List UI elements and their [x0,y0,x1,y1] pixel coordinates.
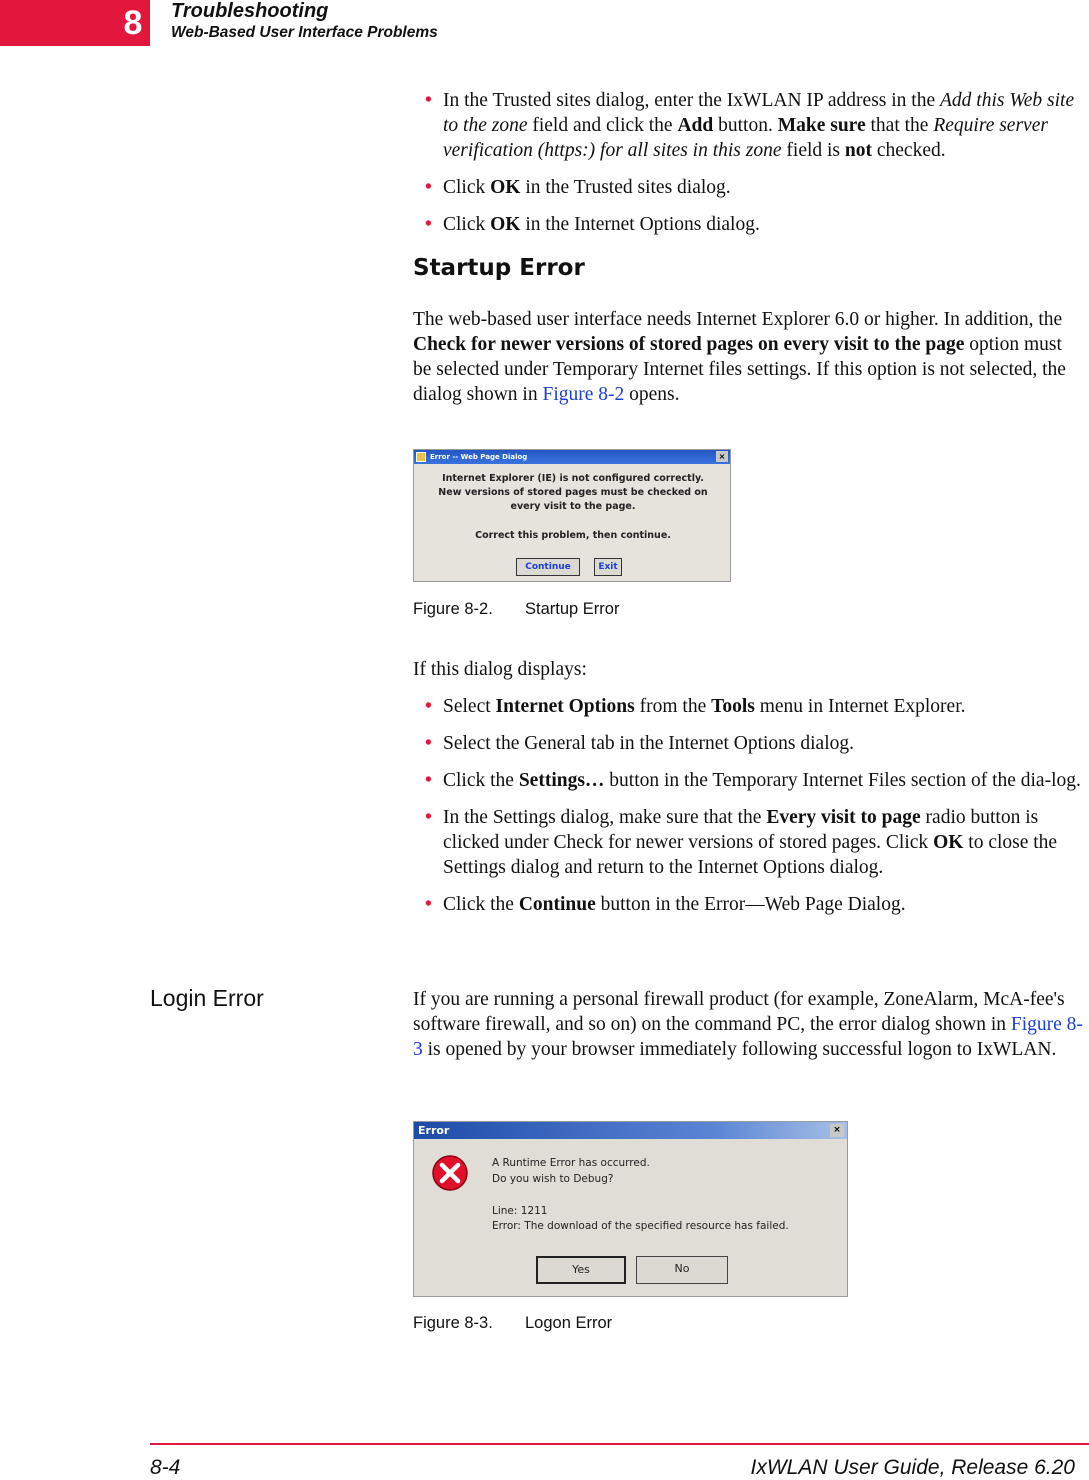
section-heading-startup: Startup Error [413,255,585,281]
figure-number: Figure 8-3. [413,1314,493,1332]
no-button[interactable]: No [636,1256,728,1284]
bold-text: Settings… [518,770,605,791]
login-content [413,987,1085,1074]
exit-button[interactable]: Exit [594,558,622,576]
text-run: Select [443,696,496,717]
dialog-title: Error -- Web Page Dialog [430,453,528,461]
bold-text: Make sure [777,115,866,136]
text-run: The web-based user interface needs Internet Explorer 6.0 or higher. In addition, the [413,309,1063,330]
top-content [413,88,1085,419]
figure-title: Logon Error [525,1314,613,1332]
dialog-instruction: Correct this problem, then continue. [475,530,671,541]
continue-button[interactable]: Continue [516,558,580,576]
text-run: checked. [872,140,946,161]
text-run: opens. [624,384,680,405]
text-run: Click [443,177,491,198]
text-run: If you are running a personal firewall product (for example, ZoneAlarm, McA-fee's software firewall, and so on) on the command PC, the error dialog shown in [413,989,1065,1035]
bold-text: OK [933,832,964,853]
bold-text: Add [677,115,714,136]
text-run: In the Trusted sites dialog, enter the IxWLAN IP address in the [443,90,940,111]
figure-number: Figure 8-2. [413,600,493,618]
text-run: that the [865,115,934,136]
page-number: 8-4 [150,1456,181,1479]
text-run: field and click the [527,115,678,136]
close-icon[interactable]: × [830,1124,844,1137]
footer-rule [150,1443,1089,1445]
dialog-titlebar [414,450,730,464]
text-run: Click [443,214,491,235]
figure-caption [413,599,619,619]
text-run: is opened by your browser immediately following successful logon to IxWLAN. [422,1039,1057,1060]
logon-error-dialog [413,1121,848,1297]
bold-text: OK [490,177,521,198]
text-run: In the Settings dialog, make sure that the [443,807,767,828]
bullet-item [413,212,1085,237]
dialog-message [414,472,732,514]
text-run: menu in Internet Explorer. [754,696,966,717]
bold-text: Continue [518,894,596,915]
startup-paragraph [413,307,1085,407]
figure-link[interactable]: Figure 8-2 [542,384,625,405]
middle-content [413,657,1085,929]
bullet-item [413,892,1085,917]
figure-caption [413,1313,612,1333]
bullet-item [413,88,1085,163]
ie-icon [416,452,426,462]
bold-text: Check for newer versions of stored pages on every visit to the page [413,334,965,355]
dialog-line-1: A Runtime Error has occurred. [492,1157,650,1169]
error-icon [431,1154,469,1192]
text-run: Click the [443,894,519,915]
bold-text: Every visit to page [766,807,921,828]
text-run: radio button is clicked under Check for newer versions of stored pages. Click [443,807,1039,853]
bold-text: Tools [711,696,755,717]
bold-text: not [844,140,872,161]
text-run: in the Trusted sites dialog. [520,177,731,198]
startup-error-dialog [413,449,731,582]
dialog-line-4: Error: The download of the specified resource has failed. [492,1220,789,1232]
header-subtitle: Web-Based User Interface Problems [171,24,438,41]
close-icon[interactable]: × [716,451,728,462]
bold-text: Internet Options [495,696,635,717]
text-run: in the Internet Options dialog. [520,214,760,235]
italic-text: Add this Web site to the zone [443,90,1075,136]
dialog-title: Error [418,1124,450,1137]
text-run: Select the General tab in the Internet Options dialog. [443,733,854,754]
message-line: New versions of stored pages must be checked on [438,487,708,498]
text-run: button. [713,115,778,136]
bold-text: OK [490,214,521,235]
login-paragraph [413,987,1085,1062]
text-run: button in the Temporary Internet Files section of the dia-log. [604,770,1081,791]
dialog-line-2: Do you wish to Debug? [492,1173,614,1185]
dialog-line-3: Line: 1211 [492,1205,548,1217]
text-run: option must be selected under Temporary Internet files settings. If this option is not selected, the dialog shown in [413,334,1066,405]
italic-text: Require server verification (https:) for all sites in this zone [443,115,1048,161]
message-line: Internet Explorer (IE) is not configured correctly. [442,473,704,484]
text-run: to close the Settings dialog and return to the Internet Options dialog. [443,832,1058,878]
bullet-item [413,805,1085,880]
figure-title: Startup Error [525,600,620,618]
chapter-number: 8 [123,4,143,42]
text-run: field is [781,140,845,161]
book-title: IxWLAN User Guide, Release 6.20 [750,1456,1075,1479]
header-title: Troubleshooting [171,0,329,22]
yes-button[interactable]: Yes [536,1256,626,1284]
bullet-item [413,731,1085,756]
text-run: from the [634,696,712,717]
figure-link[interactable]: Figure 8-3 [413,1014,1083,1060]
bullet-item [413,175,1085,200]
section-heading-login: Login Error [150,985,264,1011]
if-displays-text: If this dialog displays: [413,659,587,680]
bullet-item [413,694,1085,719]
bullet-item [413,768,1085,793]
dialog-titlebar [414,1122,847,1139]
message-line: every visit to the page. [510,501,636,512]
text-run: button in the Error—Web Page Dialog. [595,894,906,915]
text-run: Click the [443,770,519,791]
